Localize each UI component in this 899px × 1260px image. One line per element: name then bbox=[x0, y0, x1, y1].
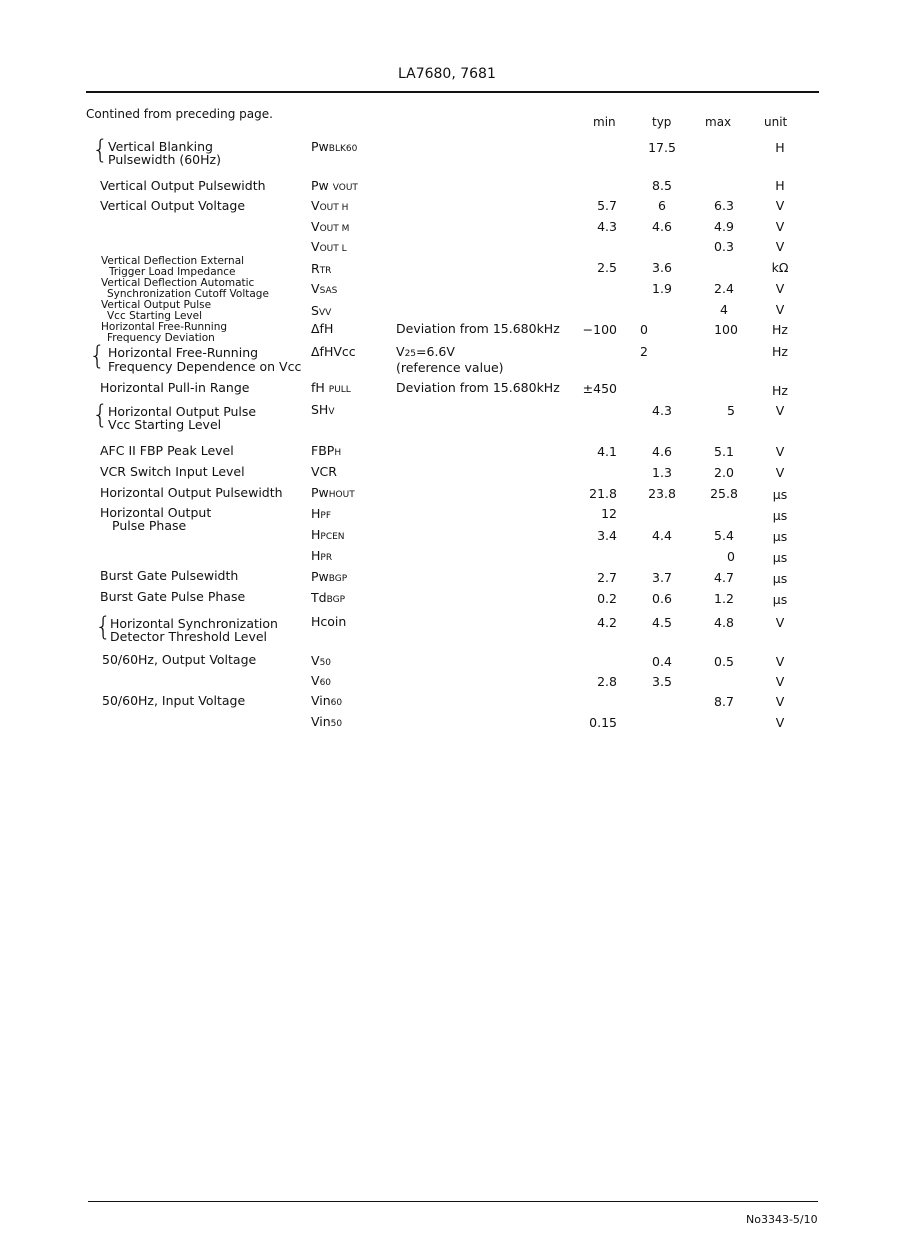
min-value: ±450 bbox=[582, 381, 617, 396]
unit: kΩ bbox=[771, 260, 789, 275]
max-value: 5 bbox=[727, 403, 735, 418]
param-name: Frequency Deviation bbox=[107, 332, 215, 344]
typ-value: 6 bbox=[658, 198, 666, 213]
bottom-rule bbox=[88, 1201, 818, 1202]
symbol: PwHOUT bbox=[311, 485, 355, 500]
symbol: Vin50 bbox=[311, 714, 343, 729]
min-value: 3.4 bbox=[597, 528, 617, 543]
unit: H bbox=[775, 178, 785, 193]
min-value: 0.2 bbox=[597, 591, 617, 606]
param-name: Vertical Output Pulse bbox=[101, 299, 212, 311]
param-name: Burst Gate Pulse Phase bbox=[100, 589, 246, 604]
unit: Hz bbox=[772, 344, 788, 359]
param-name: Vertical Deflection Automatic bbox=[101, 277, 255, 289]
typ-value: 4.3 bbox=[652, 403, 672, 418]
unit: V bbox=[775, 694, 785, 709]
unit: H bbox=[775, 140, 785, 155]
min-value: 0.15 bbox=[589, 715, 617, 730]
bracket: { bbox=[89, 341, 106, 371]
unit: Hz bbox=[772, 383, 788, 398]
param-name: 50/60Hz, Output Voltage bbox=[102, 652, 257, 667]
param-name: Pulsewidth (60Hz) bbox=[108, 152, 221, 167]
unit: V bbox=[775, 198, 785, 213]
symbol: HPCEN bbox=[311, 527, 345, 542]
unit: V bbox=[775, 403, 785, 418]
symbol: VCR bbox=[311, 464, 337, 479]
unit: μs bbox=[772, 592, 788, 607]
max-value: 0.5 bbox=[714, 654, 734, 669]
max-value: 4 bbox=[720, 302, 728, 317]
symbol: HPR bbox=[311, 548, 333, 563]
unit: V bbox=[775, 281, 785, 296]
unit: V bbox=[775, 302, 785, 317]
typ-value: 3.5 bbox=[652, 674, 672, 689]
unit: μs bbox=[772, 571, 788, 586]
symbol: Pw VOUT bbox=[311, 178, 358, 193]
header-typ: typ bbox=[652, 115, 672, 129]
unit: V bbox=[775, 444, 785, 459]
max-value: 25.8 bbox=[710, 486, 738, 501]
typ-value: 4.4 bbox=[652, 528, 672, 543]
unit: μs bbox=[772, 487, 788, 502]
condition: Deviation from 15.680kHz bbox=[396, 321, 560, 336]
param-name: Horizontal Pull-in Range bbox=[100, 380, 250, 395]
param-name: Vertical Output Voltage bbox=[100, 198, 246, 213]
param-name: Frequency Dependence on Vcc bbox=[108, 359, 302, 374]
bracket: { bbox=[92, 135, 109, 165]
min-value: 4.2 bbox=[597, 615, 617, 630]
symbol: V50 bbox=[311, 653, 332, 668]
param-name: VCR Switch Input Level bbox=[100, 464, 245, 479]
param-name: Detector Threshold Level bbox=[110, 629, 268, 644]
page-title: LA7680, 7681 bbox=[398, 66, 496, 82]
unit: V bbox=[775, 674, 785, 689]
max-value: 4.8 bbox=[714, 615, 734, 630]
condition-note: (reference value) bbox=[396, 360, 504, 375]
unit: μs bbox=[772, 529, 788, 544]
symbol: HPF bbox=[311, 506, 332, 521]
symbol: VSAS bbox=[311, 281, 338, 296]
unit: V bbox=[775, 715, 785, 730]
header-min: min bbox=[593, 115, 616, 129]
unit: Hz bbox=[772, 322, 788, 337]
min-value: 4.3 bbox=[597, 219, 617, 234]
min-value: 2.8 bbox=[597, 674, 617, 689]
symbol: Vin60 bbox=[311, 693, 343, 708]
typ-value: 2 bbox=[640, 344, 648, 359]
symbol: RTR bbox=[311, 261, 332, 276]
param-name: 50/60Hz, Input Voltage bbox=[102, 693, 246, 708]
param-name: AFC II FBP Peak Level bbox=[100, 443, 234, 458]
symbol: TdBGP bbox=[311, 590, 345, 605]
bracket: { bbox=[95, 612, 112, 642]
param-name: Vcc Starting Level bbox=[108, 417, 222, 432]
max-value: 0.3 bbox=[714, 239, 734, 254]
min-value: 5.7 bbox=[597, 198, 617, 213]
typ-value: 4.6 bbox=[652, 219, 672, 234]
symbol: V60 bbox=[311, 673, 332, 688]
min-value: 12 bbox=[601, 506, 617, 521]
header-unit: unit bbox=[764, 115, 788, 129]
max-value: 2.0 bbox=[714, 465, 734, 480]
symbol: ΔfHVcc bbox=[311, 344, 356, 359]
min-value: 2.7 bbox=[597, 570, 617, 585]
param-name: Horizontal Output Pulse bbox=[108, 404, 257, 419]
symbol: Hcoin bbox=[311, 614, 347, 629]
param-name: Horizontal Synchronization bbox=[110, 616, 278, 631]
max-value: 6.3 bbox=[714, 198, 734, 213]
param-name: Vertical Deflection External bbox=[101, 255, 245, 267]
symbol: FBPH bbox=[311, 443, 342, 458]
max-value: 8.7 bbox=[714, 694, 734, 709]
typ-value: 0 bbox=[640, 322, 648, 337]
page-number: No3343-5/10 bbox=[746, 1213, 818, 1226]
unit: V bbox=[775, 219, 785, 234]
typ-value: 0.6 bbox=[652, 591, 672, 606]
symbol: ΔfH bbox=[311, 321, 334, 336]
condition: V25=6.6V bbox=[396, 344, 455, 359]
min-value: 21.8 bbox=[589, 486, 617, 501]
typ-value: 3.7 bbox=[652, 570, 672, 585]
param-name: Vertical Output Pulsewidth bbox=[100, 178, 266, 193]
symbol: fH PULL bbox=[311, 380, 351, 395]
bracket: { bbox=[92, 400, 109, 430]
unit: V bbox=[775, 615, 785, 630]
typ-value: 3.6 bbox=[652, 260, 672, 275]
param-name: Synchronization Cutoff Voltage bbox=[107, 288, 269, 300]
typ-value: 1.3 bbox=[652, 465, 672, 480]
param-name: Horizontal Output bbox=[100, 505, 212, 520]
unit: V bbox=[775, 239, 785, 254]
max-value: 0 bbox=[727, 549, 735, 564]
max-value: 5.4 bbox=[714, 528, 734, 543]
typ-value: 4.5 bbox=[652, 615, 672, 630]
symbol: SVV bbox=[311, 303, 332, 318]
param-name: Horizontal Free-Running bbox=[101, 321, 228, 333]
min-value: −100 bbox=[582, 322, 617, 337]
typ-value: 23.8 bbox=[648, 486, 676, 501]
typ-value: 17.5 bbox=[648, 140, 676, 155]
symbol: PwBGP bbox=[311, 569, 348, 584]
max-value: 4.9 bbox=[714, 219, 734, 234]
max-value: 100 bbox=[714, 322, 738, 337]
typ-value: 0.4 bbox=[652, 654, 672, 669]
param-name: Pulse Phase bbox=[112, 518, 187, 533]
top-rule bbox=[86, 91, 819, 93]
param-name: Trigger Load Impedance bbox=[109, 266, 236, 278]
unit: μs bbox=[772, 550, 788, 565]
max-value: 2.4 bbox=[714, 281, 734, 296]
min-value: 2.5 bbox=[597, 260, 617, 275]
symbol: PwBLK60 bbox=[311, 139, 358, 154]
symbol: VOUT M bbox=[311, 219, 350, 234]
param-name: Vcc Starting Level bbox=[107, 310, 203, 322]
symbol: SHV bbox=[311, 402, 335, 417]
param-name: Vertical Blanking bbox=[108, 139, 213, 154]
symbol: VOUT L bbox=[311, 239, 347, 254]
min-value: 4.1 bbox=[597, 444, 617, 459]
param-name: Horizontal Free-Running bbox=[108, 345, 259, 360]
unit: V bbox=[775, 465, 785, 480]
condition: Deviation from 15.680kHz bbox=[396, 380, 560, 395]
param-name: Burst Gate Pulsewidth bbox=[100, 568, 239, 583]
unit: V bbox=[775, 654, 785, 669]
continued-note: Contined from preceding page. bbox=[86, 107, 273, 121]
max-value: 4.7 bbox=[714, 570, 734, 585]
typ-value: 1.9 bbox=[652, 281, 672, 296]
max-value: 1.2 bbox=[714, 591, 734, 606]
symbol: VOUT H bbox=[311, 198, 349, 213]
param-name: Horizontal Output Pulsewidth bbox=[100, 485, 283, 500]
header-max: max bbox=[705, 115, 732, 129]
typ-value: 8.5 bbox=[652, 178, 672, 193]
unit: μs bbox=[772, 508, 788, 523]
max-value: 5.1 bbox=[714, 444, 734, 459]
typ-value: 4.6 bbox=[652, 444, 672, 459]
